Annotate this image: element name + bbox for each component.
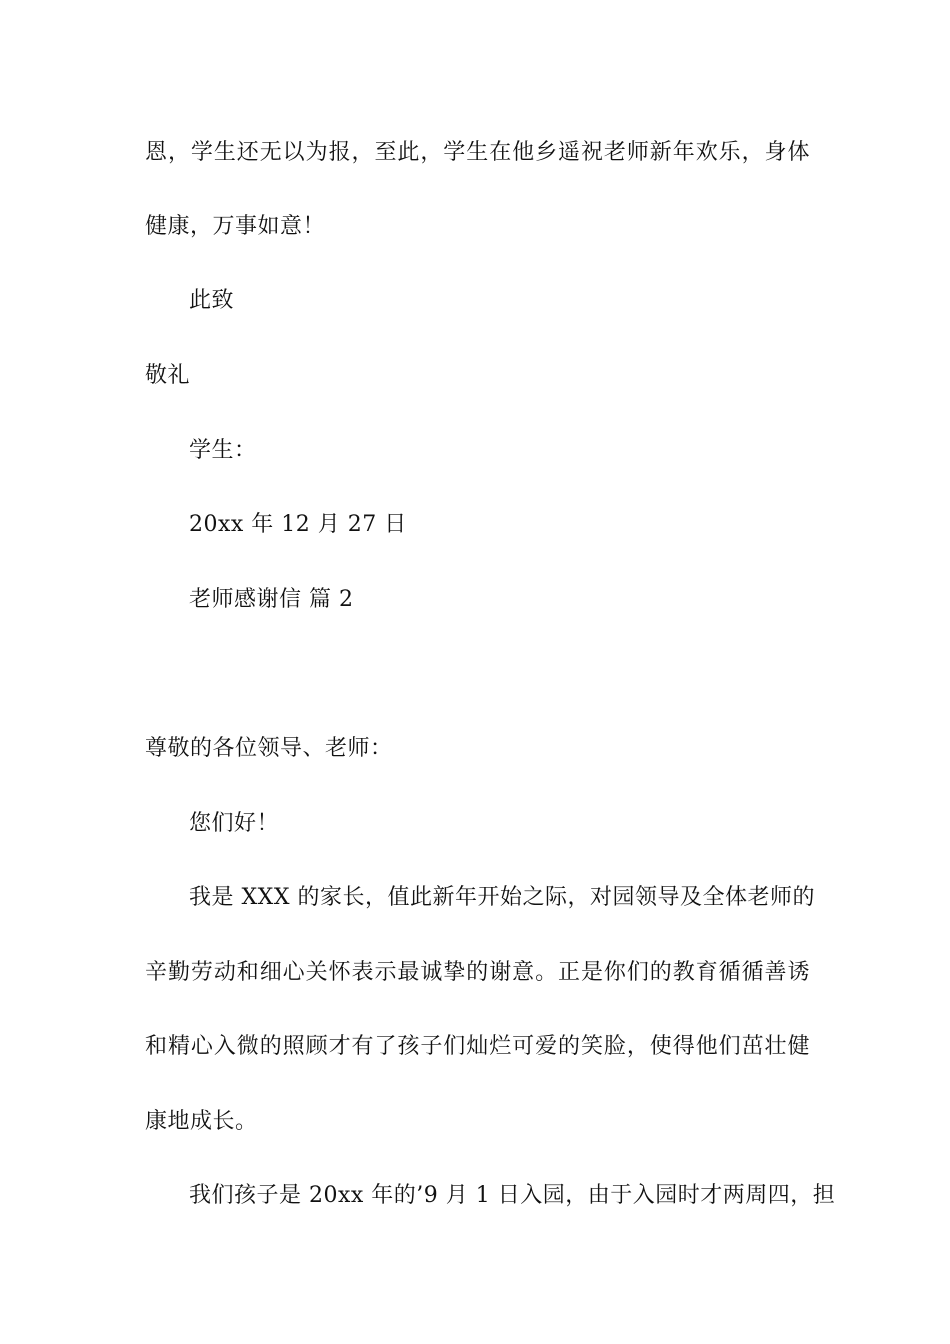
greeting: 尊敬的各位领导、老师： xyxy=(145,736,393,761)
paragraph-line: 和精心入微的照顾才有了孩子们灿烂可爱的笑脸，使得他们茁壮健 xyxy=(145,1034,810,1059)
closing-salutation: 敬礼 xyxy=(145,363,191,388)
letter-date: 20xx 年 12 月 27 日 xyxy=(189,512,407,537)
paragraph-line: 我们孩子是 20xx 年的’9 月 1 日入园，由于入园时才两周四，担 xyxy=(189,1183,836,1208)
paragraph-line: 辛勤劳动和细心关怀表示最诚挚的谢意。正是你们的教育循循善诱 xyxy=(145,960,810,985)
paragraph-line: 我是 XXX 的家长，值此新年开始之际，对园领导及全体老师的 xyxy=(189,885,815,910)
closing-phrase: 此致 xyxy=(189,288,235,313)
paragraph-line: 恩，学生还无以为报，至此，学生在他乡遥祝老师新年欢乐，身体 xyxy=(145,140,810,165)
section-heading: 老师感谢信 篇 2 xyxy=(189,587,354,612)
greeting-line: 您们好！ xyxy=(189,811,280,836)
paragraph-line: 康地成长。 xyxy=(145,1109,258,1134)
paragraph-line: 健康，万事如意！ xyxy=(145,214,326,239)
signature-label: 学生： xyxy=(189,438,257,463)
